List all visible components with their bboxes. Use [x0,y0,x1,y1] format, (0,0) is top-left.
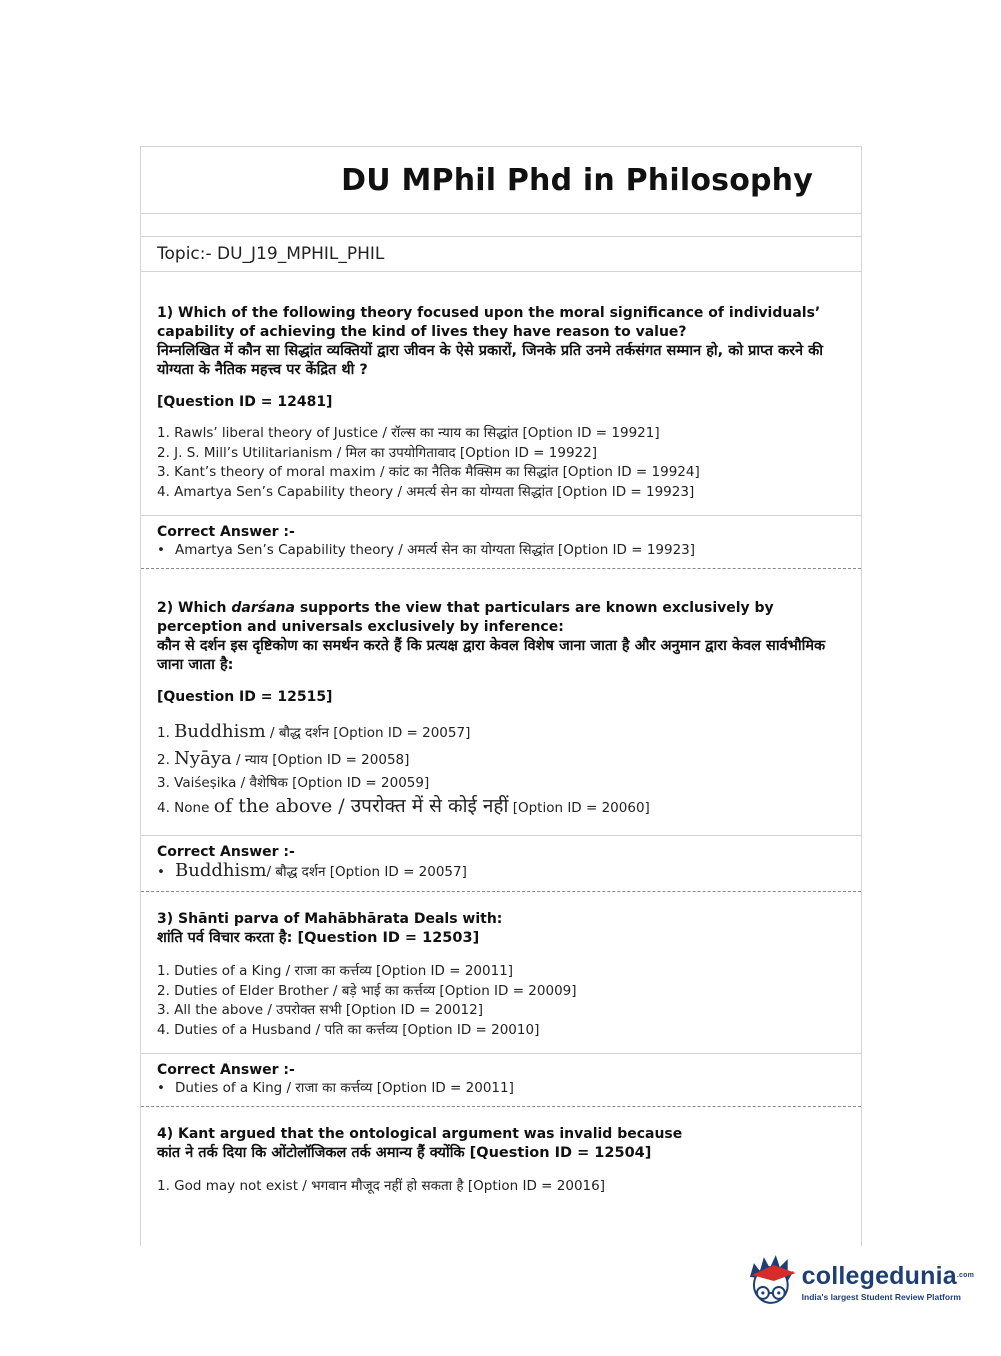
question-2-options [157,719,845,821]
question-3-text: 3) Shānti parva of Mahābhārata Deals with: [157,911,503,927]
brand-domain: .com [956,1272,974,1279]
option-number: 2. [157,752,175,768]
question-2-text-part: 2) Which [157,600,232,616]
question-1 [141,272,861,569]
question-2-text-part: supports the view that particulars are known exclusively by perception and universals exclusively by inference: [157,600,774,635]
answer-text: Duties of a King / राजा का कर्त्तव्य [Option ID = 20011] [175,1080,514,1096]
question-1-options [157,424,845,502]
correct-answer-label: Correct Answer :- [157,524,295,540]
question-2-emphasis: darśana [231,600,295,616]
option-item: 1. Rawls’ liberal theory of Justice / रॉल्स का न्याय का सिद्धांत [Option ID = 19921] [157,425,660,441]
option-item: 3. Kant’s theory of moral maxim / कांट का नैतिक मैक्सिम का सिद्धांत [Option ID = 19924] [157,464,700,480]
question-4 [141,1107,861,1197]
option-item: 1. God may not exist / भगवान मौजूद नहीं हो सकता है [Option ID = 20016] [157,1178,605,1194]
correct-answer-label: Correct Answer :- [157,844,295,860]
logo-tagline: India's largest Student Review Platform [801,1292,961,1302]
option-rest: / बौद्ध दर्शन [Option ID = 20057] [265,725,471,741]
answer-big-text: Buddhism [175,860,267,881]
answer-text: / बौद्ध दर्शन [Option ID = 20057] [266,864,467,880]
option-number: 4. None [157,800,214,816]
page-title: DU MPhil Phd in Philosophy [341,162,813,198]
question-2-hindi: कौन से दर्शन इस दृष्टिकोण का समर्थन करते हैं कि प्रत्यक्ष द्वारा केवल विशेष जाना जाता है और अनुमान द्वारा केवल सार्वभौमिक जाना जाता है: [157,638,826,673]
option-big-text: Buddhism [174,721,266,742]
correct-answer [157,540,845,558]
question-1-id: [Question ID = 12481] [157,394,333,410]
question-paper [140,146,862,1246]
question-1-hindi: निम्नलिखित में कौन सा सिद्धांत व्यक्तियों द्वारा जीवन के ऐसे प्रकारों, जिनके प्रति उनमे तर्कसंगत सम्मान हो, को प्राप्त करने की योग्यता के नैतिक महत्त्व पर केंद्रित थी ? [157,343,823,378]
correct-answer [157,860,845,881]
brand-name: collegedunia [801,1262,957,1290]
question-2 [141,569,861,892]
option-number: 1. [157,725,175,741]
bullet-icon: • [157,1080,165,1096]
option-item [157,746,845,773]
option-item: 2. J. S. Mill’s Utilitarianism / मिल का उपयोगितावाद [Option ID = 19922] [157,444,598,461]
option-item: 2. Duties of Elder Brother / बड़े भाई का कर्त्तव्य [Option ID = 20009] [157,982,577,999]
option-item: 4. Amartya Sen’s Capability theory / अमर्त्य सेन का योग्यता सिद्धांत [Option ID = 19923] [157,483,695,500]
option-item [157,719,845,746]
option-item: 3. All the above / उपरोक्त सभी [Option ID = 20012] [157,1002,483,1018]
title-box [141,147,861,214]
question-4-options [157,1177,845,1197]
option-big-text: Nyāya [174,748,232,769]
option-item [157,793,845,821]
question-3-options [157,962,845,1040]
option-item: 1. Duties of a King / राजा का कर्त्तव्य [Option ID = 20011] [157,963,514,979]
collegedunia-logo [744,1250,974,1314]
logo-name [802,1262,974,1290]
option-item: 4. Duties of a Husband / पति का कर्त्तव्य [Option ID = 20010] [157,1021,540,1038]
option-rest: / न्याय [Option ID = 20058] [231,752,410,768]
option-item: 3. Vaiśeṣika / वैशेषिक [Option ID = 20059] [157,775,430,791]
question-2-text [157,599,845,637]
question-1-text: 1) Which of the following theory focused upon the moral significance of individuals’ capability of achieving the kind of lives they have reason to value? [157,305,821,340]
spacer-row [141,214,861,237]
correct-answer [157,1078,845,1096]
mascot-icon [744,1253,798,1311]
question-4-hindi: कांत ने तर्क दिया कि ओंटोलॉजिकल तर्क अमान्य हैं क्योंकि [Question ID = 12504] [157,1145,652,1161]
question-3 [141,892,861,1107]
bullet-icon: • [157,542,165,558]
question-4-text: 4) Kant argued that the ontological argument was invalid because [157,1126,683,1142]
bullet-icon: • [157,864,165,880]
correct-answer-label: Correct Answer :- [157,1062,295,1078]
topic-label: Topic:- DU_J19_MPHIL_PHIL [141,237,861,272]
option-rest: [Option ID = 20060] [508,800,650,816]
option-big-text: of the above / उपरोक्त में से कोई नहीं [213,795,509,817]
question-3-hindi: शांति पर्व विचार करता है: [Question ID = 12503] [157,930,480,946]
logo-text [802,1262,974,1302]
answer-text: Amartya Sen’s Capability theory / अमर्त्य सेन का योग्यता सिद्धांत [Option ID = 19923] [175,542,696,558]
question-2-id: [Question ID = 12515] [157,689,333,705]
